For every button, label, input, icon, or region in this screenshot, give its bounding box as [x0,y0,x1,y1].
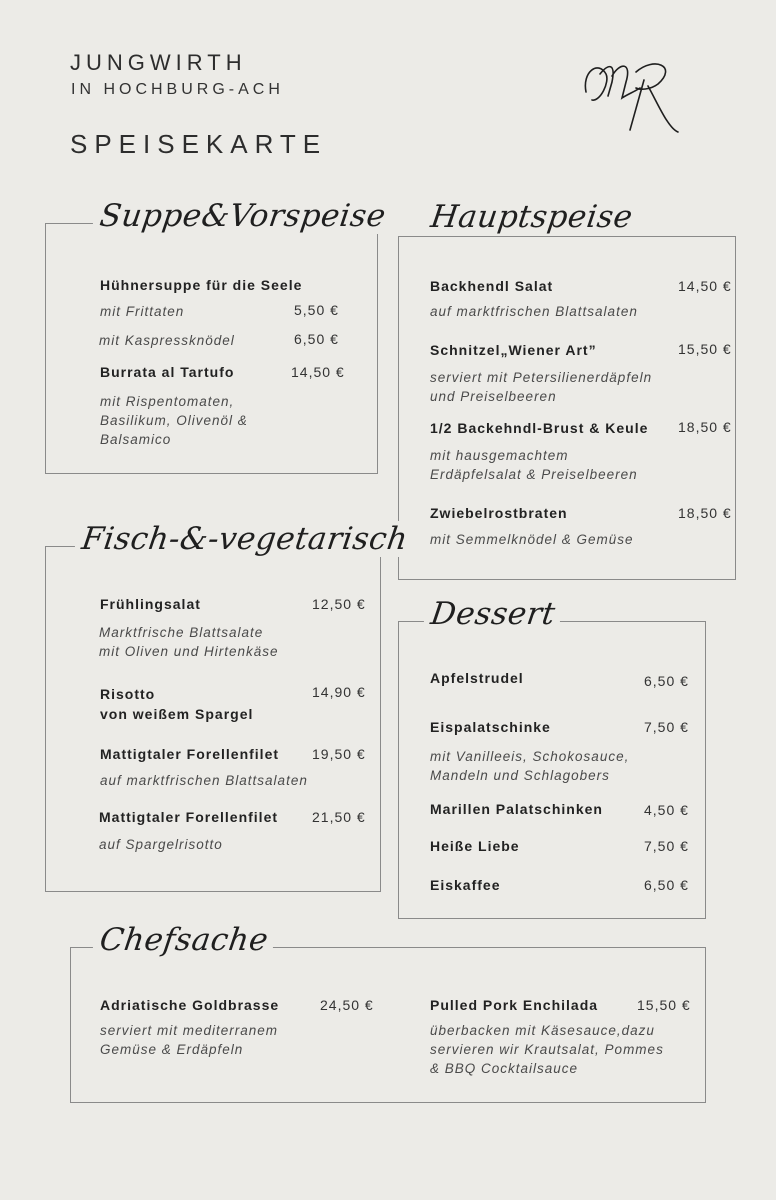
menu-item-desc: auf Spargelrisotto [99,837,223,852]
menu-item-price: 4,50 € [644,802,689,818]
menu-item-name: Schnitzel„Wiener Art” [430,342,597,358]
menu-item-desc: überbacken mit Käsesauce,dazu servieren wir Krautsalat, Pommes & BBQ Cocktailsauce [430,1023,664,1076]
menu-item-name: Hühnersuppe für die Seele [100,277,303,293]
menu-item-name: Eiskaffee [430,877,501,893]
menu-item-desc: mit Semmelknödel & Gemüse [430,532,634,547]
section-title-chef: Chefsache [91,922,276,958]
menu-item-price: 24,50 € [320,997,374,1013]
menu-item-desc: mit hausgemachtem Erdäpfelsalat & Preiselbeeren [430,448,638,482]
restaurant-location: IN HOCHBURG-ACH [71,81,284,98]
menu-item-name: Heiße Liebe [430,838,520,854]
section-title-fisch: Fisch-&-vegetarisch [73,521,416,557]
menu-item-price: 18,50 € [678,419,732,435]
menu-item-desc: mit Kaspressknödel [99,333,235,348]
menu-item-desc: Marktfrische Blattsalate mit Oliven und Hirtenkäse [99,625,279,659]
menu-item-name: Frühlingsalat [100,596,201,612]
menu-item-name: Apfelstrudel [430,670,524,686]
menu-item-price: 15,50 € [678,341,732,357]
menu-item-price: 15,50 € [637,997,691,1013]
menu-item-name: Adriatische Goldbrasse [100,997,280,1013]
menu-item-desc: serviert mit mediterranem Gemüse & Erdäpfeln [100,1023,279,1057]
menu-item-price: 7,50 € [644,719,689,735]
menu-item-name: Marillen Palatschinken [430,801,603,817]
menu-item-desc: auf marktfrischen Blattsalaten [430,304,638,319]
section-title-suppe: Suppe&Vorspeise [91,198,394,234]
restaurant-name: JUNGWIRTH [70,50,247,75]
menu-item-price: 6,50 € [644,673,689,689]
menu-item-name: Pulled Pork Enchilada [430,997,599,1013]
menu-item-desc: auf marktfrischen Blattsalaten [100,773,308,788]
menu-item-price: 6,50 € [294,331,339,347]
menu-item-price: 19,50 € [312,746,366,762]
menu-item-price: 14,90 € [312,684,366,700]
menu-item-name: Mattigtaler Forellenfilet [99,809,279,825]
section-title-haupt: Hauptspeise [422,199,641,235]
menu-item-name: 1/2 Backehndl-Brust & Keule [430,420,649,436]
menu-item-name: Burrata al Tartufo [100,364,235,380]
menu-item-price: 6,50 € [644,877,689,893]
menu-item-price: 12,50 € [312,596,366,612]
menu-item-desc: mit Vanilleeis, Schokosauce, Mandeln und Schlagobers [430,749,630,783]
menu-item-price: 18,50 € [678,505,732,521]
menu-item-name: Mattigtaler Forellenfilet [100,746,280,762]
menu-item-desc: mit Rispentomaten, Basilikum, Olivenöl & Balsamico [100,394,248,447]
menu-item-price: 14,50 € [291,364,345,380]
menu-item-desc: serviert mit Petersilienerdäpfeln und Preiselbeeren [430,370,653,404]
section-title-dessert: Dessert [422,596,563,632]
menu-item-name: Risotto von weißem Spargel [100,686,254,722]
page-title: SPEISEKARTE [70,129,328,159]
logo-monogram-icon [578,52,683,142]
menu-item-price: 7,50 € [644,838,689,854]
menu-item-price: 14,50 € [678,278,732,294]
menu-item-price: 21,50 € [312,809,366,825]
menu-item-price: 5,50 € [294,302,339,318]
menu-item-name: Backhendl Salat [430,278,554,294]
menu-item-name: Eispalatschinke [430,719,551,735]
menu-item-desc: mit Frittaten [100,304,185,319]
menu-item-name: Zwiebelrostbraten [430,505,568,521]
